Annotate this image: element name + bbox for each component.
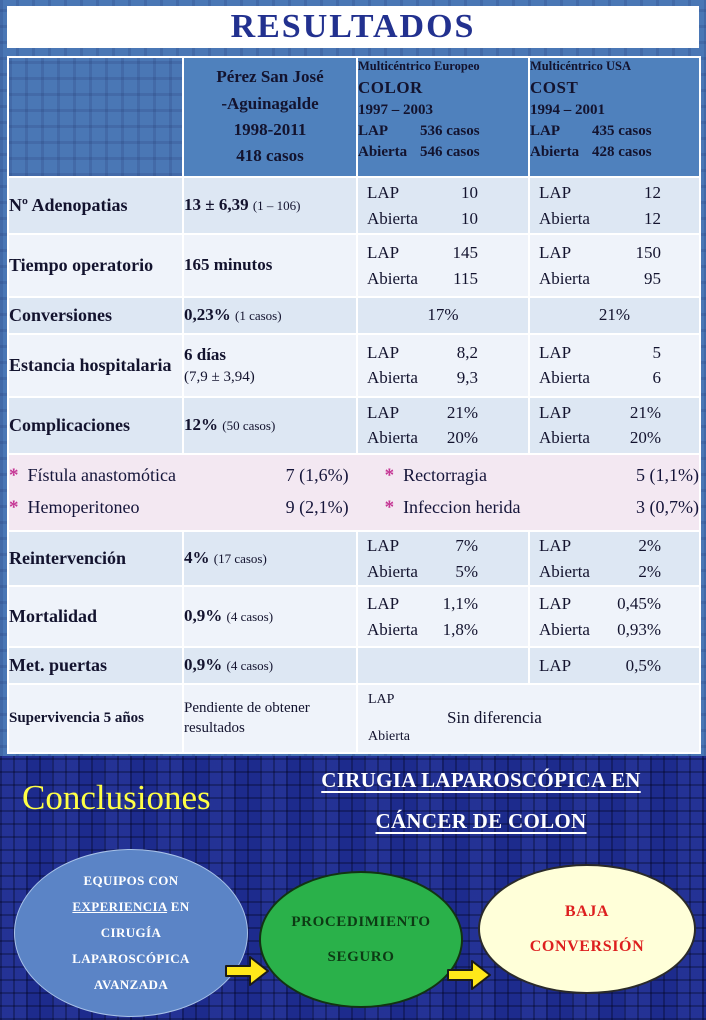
lap-value: 2% (638, 536, 661, 556)
ellipse-line: PROCEDIMIENTO (291, 914, 431, 930)
study-years: 1994 – 2001 (530, 101, 605, 118)
color-value-cell (357, 297, 529, 334)
abierta-label: Abierta (368, 729, 410, 744)
slide-title: RESULTADOS (230, 8, 476, 45)
abierta-label: Abierta (358, 144, 408, 161)
lap-label: LAP (539, 536, 572, 556)
value-main: 165 minutos (184, 255, 273, 275)
abierta-label: Abierta (530, 144, 580, 161)
row-label (8, 684, 183, 753)
cost-value-cell (529, 397, 700, 454)
lap-row (358, 591, 528, 617)
abierta-value: 12 (644, 208, 661, 228)
safe-procedure-ellipse (259, 871, 463, 1008)
abierta-row (530, 206, 699, 232)
lap-row (358, 400, 528, 426)
perez-value-cell (183, 586, 357, 647)
perez-value-cell (183, 177, 357, 234)
abierta-row (530, 266, 699, 292)
lap-cases: 435 casos (592, 123, 652, 140)
value-note: (1 casos) (235, 307, 282, 323)
study-name: COLOR (358, 77, 423, 97)
perez-value-cell (183, 684, 357, 753)
lap-row (358, 180, 528, 206)
lap-row (530, 591, 699, 617)
abierta-label: Abierta (367, 268, 418, 288)
cost-value-cell (529, 647, 700, 684)
table-row-reintervencion (8, 531, 700, 586)
row-label-text: Mortalidad (9, 605, 97, 626)
table-row-tiempo (8, 234, 700, 297)
table-row-conversiones (8, 297, 700, 334)
color-column-header (357, 57, 529, 177)
single-value: 17% (427, 305, 459, 325)
abierta-row (358, 559, 528, 585)
lap-row (530, 340, 699, 366)
value-note: (4 casos) (226, 609, 274, 625)
abierta-row (530, 365, 699, 391)
value-main: 4% (184, 548, 210, 568)
abierta-value: 115 (453, 268, 478, 288)
cost-value-cell (529, 297, 700, 334)
lap-row (530, 240, 699, 266)
value-main: Pendiente de obtener resultados (184, 700, 310, 737)
row-label-text: Nº Adenopatias (9, 194, 128, 215)
cost-value-cell (529, 234, 700, 297)
lap-label: LAP (539, 183, 572, 203)
study-abierta-count (530, 142, 699, 163)
complication-notes-grid (9, 465, 699, 519)
complication-name: Hemoperitoneo (27, 497, 140, 518)
lap-value: 12 (644, 183, 661, 203)
value-note: (4 casos) (226, 657, 274, 673)
row-label-text: Estancia hospitalaria (9, 354, 172, 375)
survival-note: Sin diferencia (446, 708, 542, 728)
abierta-value: 9,3 (456, 368, 478, 388)
arrow-right-icon (446, 956, 492, 994)
complication-notes-cell (8, 454, 700, 531)
study-subtitle: Multicéntrico Europeo (358, 59, 480, 73)
lap-row (530, 400, 699, 426)
lap-row (358, 340, 528, 366)
lap-label: LAP (539, 594, 572, 614)
complication-value: 3 (0,7%) (636, 497, 699, 518)
cost-value-cell (529, 531, 700, 586)
table-row-adenopatias (8, 177, 700, 234)
abierta-cases: 546 casos (420, 144, 480, 161)
abierta-cases: 428 casos (592, 144, 652, 161)
complication-value: 7 (1,6%) (285, 465, 349, 486)
lap-value: 7% (455, 536, 478, 556)
cost-value-cell (529, 586, 700, 647)
ellipse-line (72, 894, 189, 920)
row-label (8, 297, 183, 334)
perez-value-cell (183, 531, 357, 586)
row-label (8, 586, 183, 647)
lap-row (358, 533, 528, 559)
lap-value: 0,45% (617, 594, 661, 614)
asterisk-icon: * (9, 465, 19, 487)
color-value-cell (357, 177, 529, 234)
title-banner (7, 6, 699, 48)
abierta-value: 5% (455, 561, 478, 581)
complication-note (9, 497, 349, 519)
row-label-text: Conversiones (9, 304, 112, 325)
ellipse-line: SEGURO (327, 948, 395, 965)
lap-row (358, 240, 528, 266)
perez-value-cell (183, 397, 357, 454)
table-row-estancia (8, 334, 700, 397)
abierta-label: Abierta (367, 619, 418, 639)
underlined-word: EXPERIENCIA (72, 899, 168, 914)
row-label (8, 334, 183, 397)
abierta-label: Abierta (367, 428, 418, 448)
abierta-row (358, 425, 528, 451)
abierta-label: Abierta (367, 368, 418, 388)
lap-value: 8,2 (456, 342, 478, 362)
perez-header-line: Pérez San José (216, 67, 324, 87)
heading-line: CÁNCER DE COLON (375, 809, 587, 833)
lap-value: 1,1% (442, 594, 478, 614)
abierta-label: Abierta (539, 619, 590, 639)
study-name: COST (530, 77, 579, 97)
lap-label: LAP (530, 123, 560, 140)
perez-column-header (183, 57, 357, 177)
color-value-cell (357, 586, 529, 647)
row-label (8, 647, 183, 684)
complication-value: 5 (1,1%) (636, 465, 699, 486)
lap-label: LAP (368, 691, 395, 707)
lap-value: 0,5% (625, 655, 661, 675)
value-main: 13 ± 6,39 (184, 195, 249, 215)
abierta-value: 6 (652, 368, 661, 388)
complication-note (385, 497, 699, 519)
asterisk-icon: * (384, 497, 395, 519)
row-label (8, 234, 183, 297)
single-value: 21% (598, 305, 631, 325)
corner-cell (8, 57, 183, 177)
cost-value-cell (529, 177, 700, 234)
study-subtitle: Multicéntrico USA (530, 59, 632, 73)
row-label-text: Tiempo operatorio (9, 254, 154, 275)
lap-label: LAP (539, 655, 572, 675)
ellipse-line: AVANZADA (93, 977, 169, 992)
value-main: 6 días (184, 344, 227, 364)
lap-label: LAP (539, 402, 572, 422)
abierta-label: Abierta (367, 561, 418, 581)
conclusions-title: Conclusiones (22, 778, 211, 817)
abierta-label: Abierta (539, 368, 590, 388)
perez-header-line: -Aguinagalde (221, 93, 319, 113)
ellipse-line: CIRUGÍA (100, 925, 162, 940)
table-row-met-puertas (8, 647, 700, 684)
table-row-supervivencia (8, 684, 700, 753)
table-row-mortalidad (8, 586, 700, 647)
study-lap-count (358, 121, 528, 142)
row-label (8, 177, 183, 234)
abierta-label: Abierta (539, 561, 590, 581)
abierta-row (358, 365, 528, 391)
abierta-value: 20% (446, 428, 478, 448)
abierta-row (358, 617, 528, 643)
lap-value: 21% (629, 402, 661, 422)
lap-row (530, 653, 699, 679)
perez-value-cell (183, 334, 357, 397)
abierta-value: 20% (629, 428, 661, 448)
perez-value-cell (183, 234, 357, 297)
abierta-label: Abierta (367, 208, 418, 228)
results-table (7, 56, 701, 754)
complication-note (9, 465, 349, 487)
lap-label: LAP (367, 402, 400, 422)
abierta-row (358, 266, 528, 292)
asterisk-icon: * (384, 465, 395, 487)
row-label (8, 397, 183, 454)
low-conversion-ellipse (478, 864, 696, 994)
lap-value: 5 (652, 342, 661, 362)
asterisk-icon: * (9, 497, 19, 519)
color-value-cell (357, 234, 529, 297)
value-main: 0,23% (184, 304, 231, 324)
abierta-row (530, 617, 699, 643)
row-label-text: Met. puertas (9, 654, 107, 675)
value-note: (17 casos) (213, 551, 267, 567)
lap-value: 145 (452, 243, 478, 263)
abierta-value: 95 (644, 268, 661, 288)
color-value-cell (357, 334, 529, 397)
perez-header-line: 1998-2011 (233, 120, 307, 140)
lap-row (530, 180, 699, 206)
lap-label: LAP (367, 594, 400, 614)
row-label (8, 531, 183, 586)
lap-label: LAP (367, 243, 400, 263)
complication-name: Rectorragia (403, 465, 488, 486)
complication-value: 9 (2,1%) (285, 497, 349, 518)
abierta-row (530, 425, 699, 451)
value-note: (50 casos) (222, 417, 276, 433)
conclusions-section (0, 756, 706, 1020)
abierta-label: Abierta (539, 428, 590, 448)
lap-value: 21% (446, 402, 478, 422)
lap-label: LAP (367, 342, 400, 362)
color-value-cell (357, 397, 529, 454)
conclusions-heading (266, 768, 696, 834)
perez-value-cell (183, 647, 357, 684)
lap-label: LAP (539, 243, 572, 263)
value-main: 0,9% (184, 606, 223, 626)
complication-name: Infeccion herida (403, 497, 521, 518)
complication-note (385, 465, 699, 487)
perez-header-line: 418 casos (236, 146, 304, 166)
lap-value: 150 (635, 243, 661, 263)
lap-cases: 536 casos (420, 123, 480, 140)
ellipse-line: LAPAROSCÓPICA (72, 951, 190, 966)
perez-value-cell (183, 297, 357, 334)
abierta-value: 10 (461, 208, 478, 228)
abierta-label: Abierta (539, 208, 590, 228)
table-row-complicaciones (8, 397, 700, 454)
study-abierta-count (358, 142, 528, 163)
value-main: 12% (184, 414, 218, 434)
row-label-text: Complicaciones (9, 414, 130, 435)
cost-column-header (529, 57, 700, 177)
row-label-text: Reintervención (9, 547, 126, 568)
ellipse-line: BAJA (564, 902, 610, 920)
lap-row (530, 533, 699, 559)
lap-label: LAP (358, 123, 388, 140)
lap-value: 10 (461, 183, 478, 203)
table-row-complication-notes (8, 454, 700, 531)
ellipse-line: CONVERSIÓN (529, 938, 645, 955)
row-label-text: Supervivencia 5 años (9, 709, 145, 726)
lap-label: LAP (367, 536, 400, 556)
lap-label: LAP (367, 183, 400, 203)
table-header-row (8, 57, 700, 177)
abierta-row (530, 559, 699, 585)
heading-line: CIRUGIA LAPAROSCÓPICA EN (321, 768, 641, 792)
abierta-value: 0,93% (617, 619, 661, 639)
value-note: (7,9 ± 3,94) (184, 368, 255, 385)
lap-label: LAP (539, 342, 572, 362)
study-lap-count (530, 121, 699, 142)
abierta-row (358, 206, 528, 232)
team-ellipse (14, 849, 248, 1017)
cost-value-cell (529, 334, 700, 397)
abierta-value: 1,8% (442, 619, 478, 639)
value-note: (1 – 106) (252, 198, 301, 214)
color-value-cell (357, 531, 529, 586)
study-years: 1997 – 2003 (358, 101, 433, 118)
value-main: 0,9% (184, 654, 223, 674)
ellipse-line: EQUIPOS CON (83, 873, 179, 888)
abierta-label: Abierta (539, 268, 590, 288)
color-value-cell-empty (357, 647, 529, 684)
abierta-value: 2% (638, 561, 661, 581)
complication-name: Fístula anastomótica (27, 465, 176, 486)
ellipse-line-rest: EN (167, 899, 190, 914)
survival-merged-cell (357, 684, 700, 753)
